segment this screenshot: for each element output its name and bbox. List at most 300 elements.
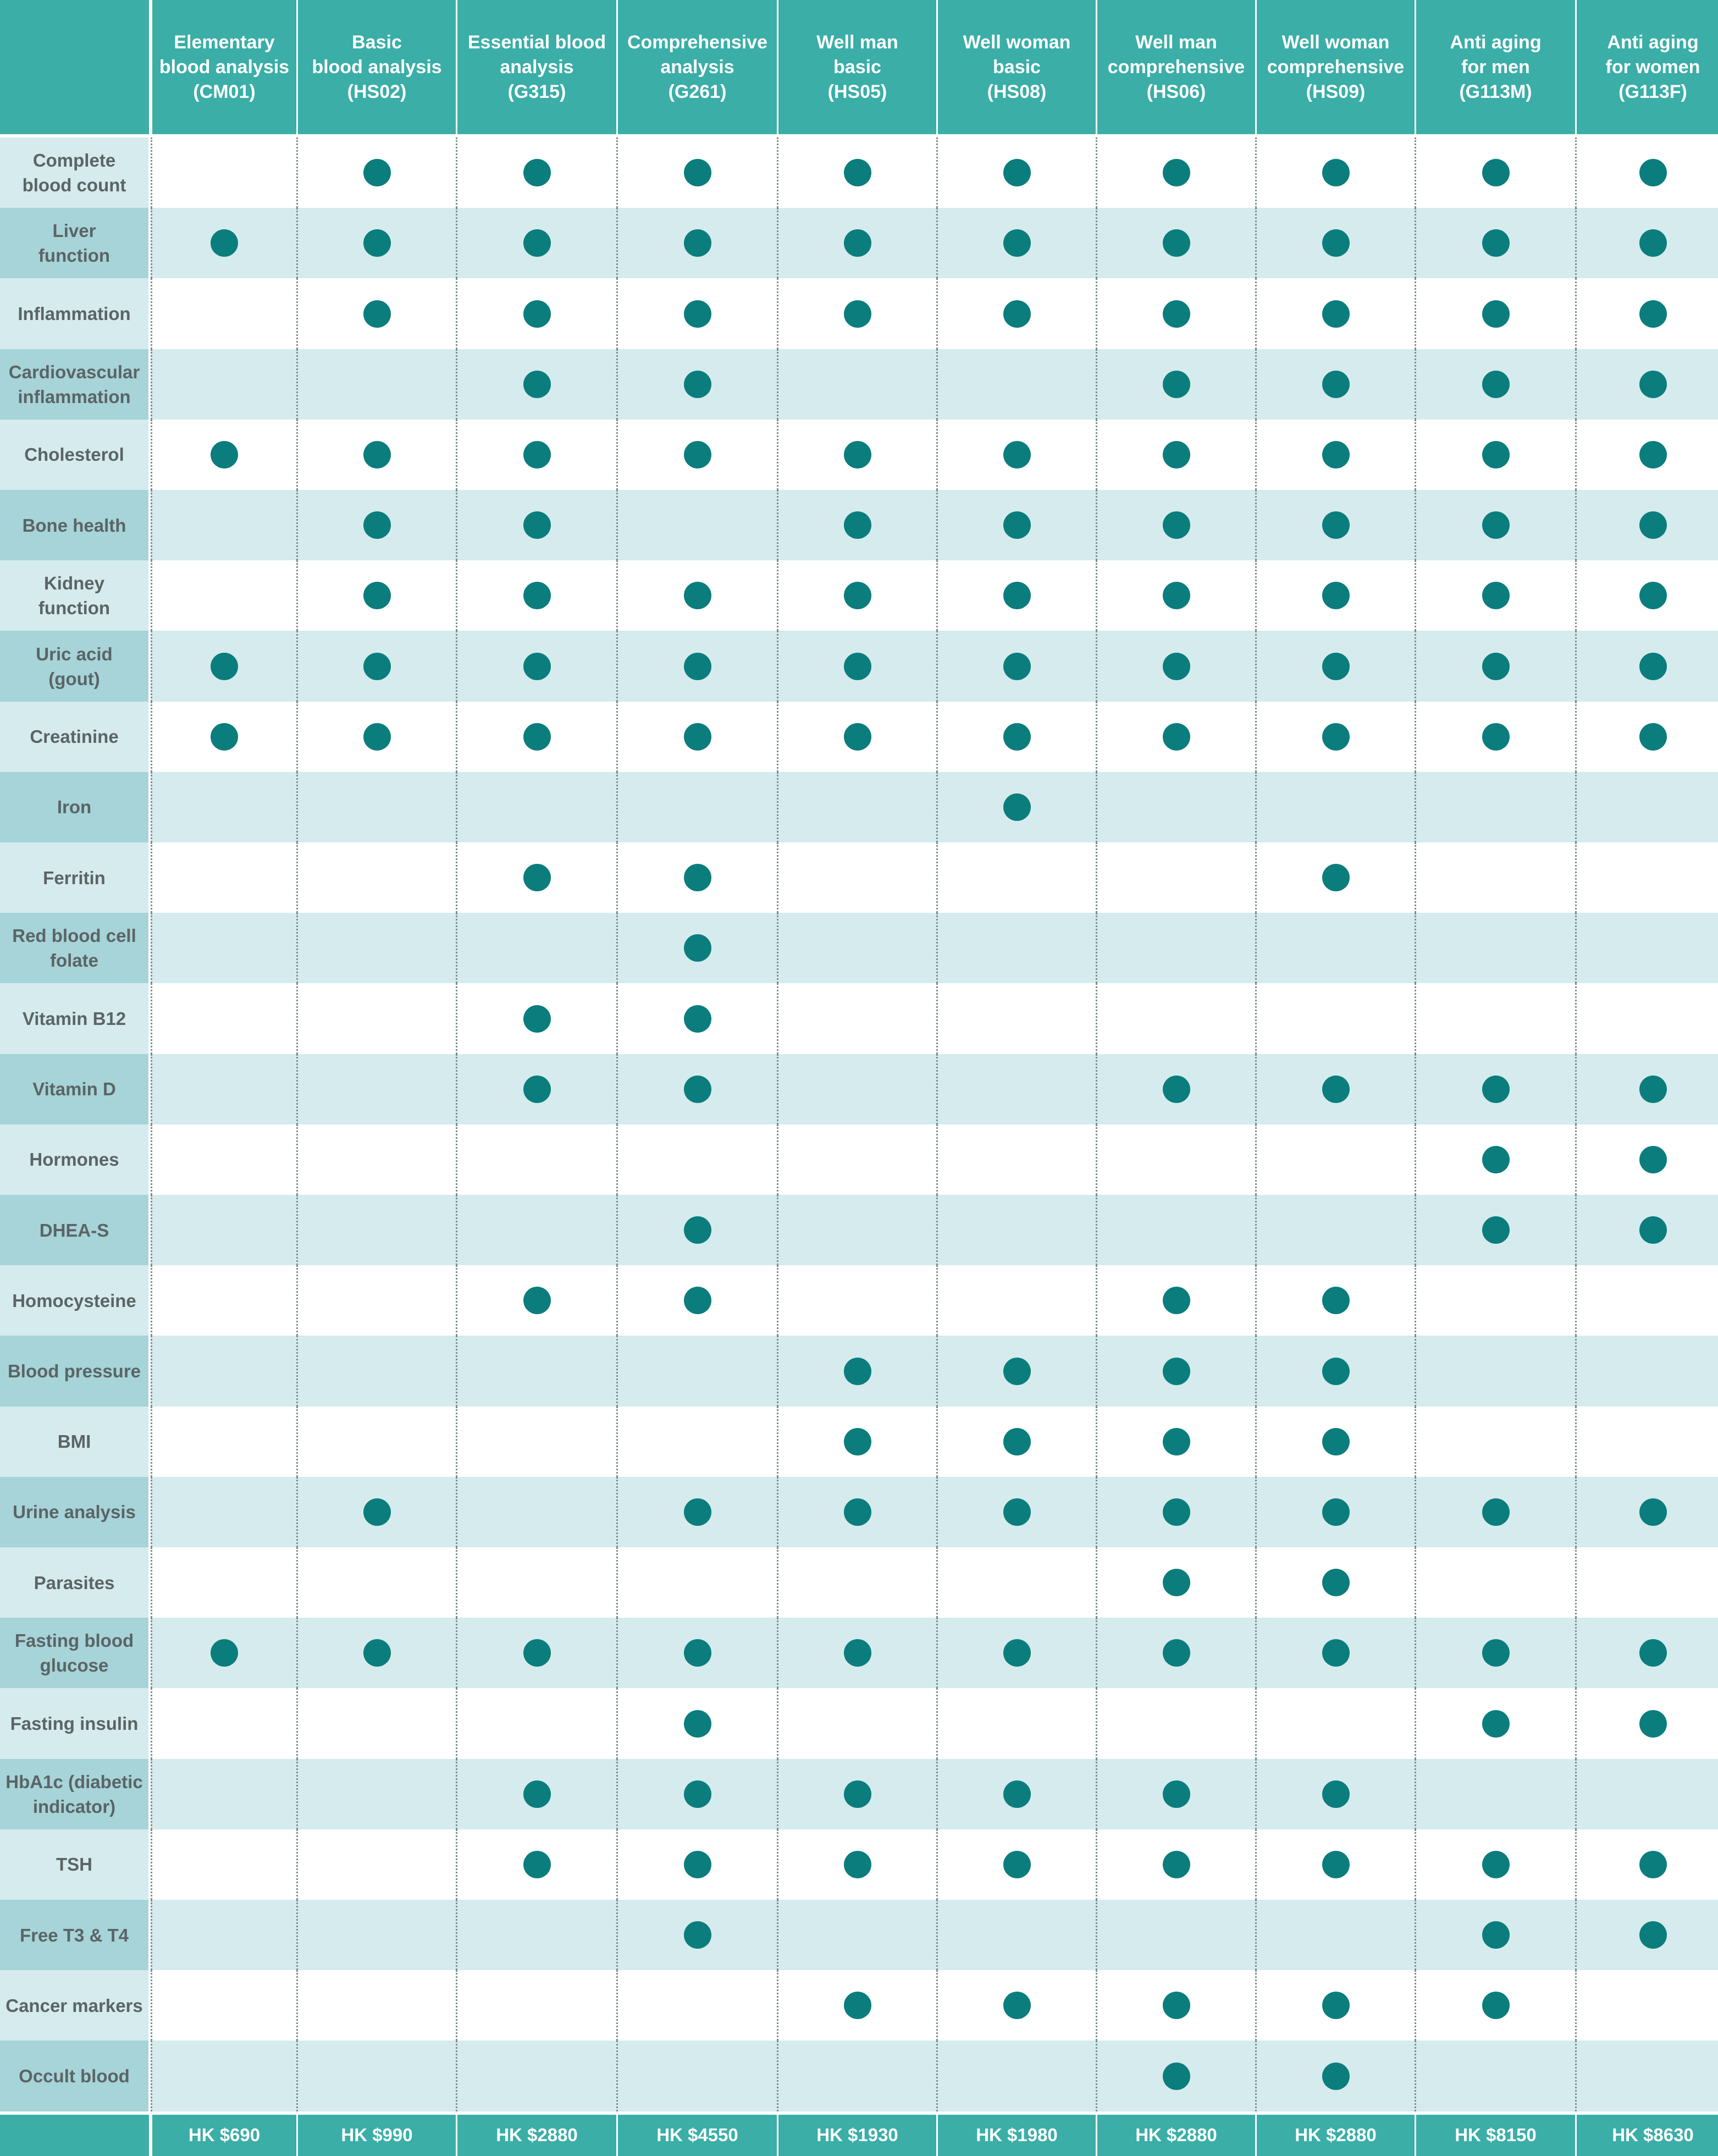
inclusion-cell [936, 1547, 1096, 1618]
test-label: Urine analysis [0, 1477, 151, 1547]
inclusion-cell [456, 1618, 616, 1688]
inclusion-cell [151, 1054, 296, 1124]
inclusion-cell [777, 420, 936, 490]
inclusion-cell [1096, 560, 1255, 631]
included-dot-icon [844, 1358, 871, 1385]
inclusion-cell [616, 1618, 777, 1688]
inclusion-cell [151, 983, 296, 1054]
inclusion-cell [936, 983, 1096, 1054]
inclusion-cell [1096, 1547, 1255, 1618]
inclusion-cell [296, 1900, 456, 1970]
included-dot-icon [1163, 1992, 1190, 2019]
included-dot-icon [844, 1639, 871, 1667]
inclusion-cell [151, 490, 296, 560]
inclusion-cell [777, 702, 936, 772]
inclusion-cell [936, 702, 1096, 772]
inclusion-cell [1415, 702, 1575, 772]
inclusion-cell [1096, 1195, 1255, 1265]
included-dot-icon [684, 934, 711, 962]
included-dot-icon [1322, 1639, 1350, 1667]
inclusion-cell [1096, 1054, 1255, 1124]
included-dot-icon [1482, 1710, 1510, 1738]
included-dot-icon [1482, 723, 1510, 751]
inclusion-cell [1096, 1336, 1255, 1406]
inclusion-cell [151, 1265, 296, 1336]
inclusion-cell [296, 913, 456, 983]
inclusion-cell [1096, 1477, 1255, 1547]
test-label: Vitamin B12 [0, 983, 151, 1054]
inclusion-cell [1096, 1900, 1255, 1970]
inclusion-cell [1575, 2041, 1718, 2111]
included-dot-icon [684, 1921, 711, 1949]
inclusion-cell [777, 1477, 936, 1547]
included-dot-icon [523, 1780, 551, 1808]
included-dot-icon [1482, 371, 1510, 398]
included-dot-icon [1482, 1076, 1510, 1103]
included-dot-icon [523, 653, 551, 680]
inclusion-cell [936, 137, 1096, 208]
test-label: Fasting insulin [0, 1688, 151, 1758]
included-dot-icon [684, 653, 711, 680]
inclusion-cell [616, 772, 777, 842]
included-dot-icon [363, 159, 391, 186]
inclusion-cell [151, 1124, 296, 1195]
inclusion-cell [1575, 1407, 1718, 1477]
inclusion-cell [456, 702, 616, 772]
inclusion-cell [1415, 1829, 1575, 1900]
included-dot-icon [684, 1287, 711, 1314]
included-dot-icon [211, 1639, 238, 1667]
inclusion-cell [456, 1759, 616, 1829]
inclusion-cell [456, 137, 616, 208]
inclusion-cell [151, 1618, 296, 1688]
inclusion-cell [936, 1054, 1096, 1124]
included-dot-icon [1003, 1498, 1031, 1526]
inclusion-cell [1255, 2041, 1415, 2111]
inclusion-cell [936, 2041, 1096, 2111]
inclusion-cell [296, 772, 456, 842]
test-label: BMI [0, 1407, 151, 1477]
inclusion-cell [296, 560, 456, 631]
inclusion-cell [1415, 1054, 1575, 1124]
package-header: Well woman comprehensive (HS09) [1255, 0, 1415, 137]
included-dot-icon [523, 511, 551, 539]
included-dot-icon [363, 582, 391, 609]
inclusion-cell [1255, 1124, 1415, 1195]
included-dot-icon [1003, 511, 1031, 539]
included-dot-icon [1003, 441, 1031, 468]
inclusion-cell [616, 913, 777, 983]
included-dot-icon [1322, 1780, 1350, 1808]
inclusion-cell [456, 420, 616, 490]
included-dot-icon [1639, 1498, 1667, 1526]
included-dot-icon [1639, 441, 1667, 468]
inclusion-cell [296, 1688, 456, 1758]
package-price: HK $1930 [777, 2111, 936, 2156]
inclusion-cell [456, 490, 616, 560]
included-dot-icon [523, 229, 551, 257]
included-dot-icon [1163, 1428, 1190, 1455]
included-dot-icon [523, 441, 551, 468]
package-price: HK $2880 [1255, 2111, 1415, 2156]
inclusion-cell [456, 1900, 616, 1970]
included-dot-icon [844, 1992, 871, 2019]
inclusion-cell [1415, 560, 1575, 631]
inclusion-cell [1255, 702, 1415, 772]
inclusion-cell [616, 560, 777, 631]
included-dot-icon [684, 1498, 711, 1526]
included-dot-icon [1639, 1851, 1667, 1878]
inclusion-cell [1415, 490, 1575, 560]
inclusion-cell [1575, 1547, 1718, 1618]
inclusion-cell [296, 1970, 456, 2041]
package-price: HK $1980 [936, 2111, 1096, 2156]
included-dot-icon [523, 1005, 551, 1033]
test-label: Cancer markers [0, 1970, 151, 2041]
included-dot-icon [1639, 1921, 1667, 1949]
test-label: Complete blood count [0, 137, 151, 208]
inclusion-cell [936, 349, 1096, 420]
inclusion-cell [1096, 631, 1255, 701]
inclusion-cell [151, 1195, 296, 1265]
inclusion-cell [1255, 1336, 1415, 1406]
inclusion-cell [936, 842, 1096, 913]
package-price: HK $8630 [1575, 2111, 1718, 2156]
inclusion-cell [1575, 1688, 1718, 1758]
inclusion-cell [1575, 490, 1718, 560]
inclusion-cell [151, 1407, 296, 1477]
inclusion-cell [1415, 1336, 1575, 1406]
included-dot-icon [1322, 1428, 1350, 1455]
inclusion-cell [616, 420, 777, 490]
included-dot-icon [523, 300, 551, 328]
inclusion-cell [1415, 1759, 1575, 1829]
inclusion-cell [296, 1618, 456, 1688]
inclusion-cell [296, 983, 456, 1054]
included-dot-icon [1003, 1992, 1031, 2019]
inclusion-cell [1096, 1124, 1255, 1195]
test-label: Liver function [0, 208, 151, 278]
inclusion-cell [1575, 1618, 1718, 1688]
inclusion-cell [296, 278, 456, 349]
included-dot-icon [844, 723, 871, 751]
test-label: Ferritin [0, 842, 151, 913]
package-header: Comprehensive analysis (G261) [616, 0, 777, 137]
inclusion-cell [936, 1900, 1096, 1970]
inclusion-cell [1255, 1477, 1415, 1547]
inclusion-cell [151, 420, 296, 490]
included-dot-icon [1322, 441, 1350, 468]
included-dot-icon [1163, 229, 1190, 257]
inclusion-cell [777, 1265, 936, 1336]
inclusion-cell [1575, 137, 1718, 208]
inclusion-cell [777, 1618, 936, 1688]
inclusion-cell [151, 560, 296, 631]
included-dot-icon [1003, 1851, 1031, 1878]
inclusion-cell [616, 208, 777, 278]
included-dot-icon [1163, 1851, 1190, 1878]
included-dot-icon [1322, 723, 1350, 751]
inclusion-cell [1575, 420, 1718, 490]
inclusion-cell [296, 1336, 456, 1406]
included-dot-icon [1322, 1569, 1350, 1596]
inclusion-cell [936, 1970, 1096, 2041]
included-dot-icon [844, 1780, 871, 1808]
inclusion-cell [1575, 1265, 1718, 1336]
inclusion-cell [616, 842, 777, 913]
included-dot-icon [844, 1851, 871, 1878]
package-header: Elementary blood analysis (CM01) [151, 0, 296, 137]
included-dot-icon [1639, 1146, 1667, 1173]
included-dot-icon [1639, 723, 1667, 751]
included-dot-icon [363, 653, 391, 680]
included-dot-icon [1322, 229, 1350, 257]
inclusion-cell [456, 1970, 616, 2041]
inclusion-cell [1096, 1759, 1255, 1829]
included-dot-icon [1163, 1358, 1190, 1385]
included-dot-icon [1639, 371, 1667, 398]
inclusion-cell [777, 1124, 936, 1195]
included-dot-icon [1482, 1146, 1510, 1173]
inclusion-cell [1415, 1477, 1575, 1547]
included-dot-icon [1322, 1992, 1350, 2019]
inclusion-cell [777, 490, 936, 560]
inclusion-cell [936, 1336, 1096, 1406]
inclusion-cell [296, 137, 456, 208]
included-dot-icon [684, 1780, 711, 1808]
inclusion-cell [456, 1124, 616, 1195]
included-dot-icon [1639, 511, 1667, 539]
included-dot-icon [211, 723, 238, 751]
included-dot-icon [1322, 1358, 1350, 1385]
inclusion-cell [936, 490, 1096, 560]
header-corner [0, 0, 151, 137]
package-price: HK $2880 [1096, 2111, 1255, 2156]
inclusion-cell [1415, 1195, 1575, 1265]
included-dot-icon [1163, 653, 1190, 680]
inclusion-cell [616, 1547, 777, 1618]
package-header: Well woman basic (HS08) [936, 0, 1096, 137]
inclusion-cell [456, 1477, 616, 1547]
inclusion-cell [936, 1759, 1096, 1829]
included-dot-icon [1163, 582, 1190, 609]
inclusion-cell [1255, 1759, 1415, 1829]
inclusion-cell [1575, 913, 1718, 983]
included-dot-icon [363, 300, 391, 328]
included-dot-icon [1482, 511, 1510, 539]
inclusion-cell [151, 349, 296, 420]
inclusion-cell [1096, 1688, 1255, 1758]
inclusion-cell [1575, 772, 1718, 842]
inclusion-cell [1415, 1900, 1575, 1970]
included-dot-icon [684, 371, 711, 398]
inclusion-cell [616, 2041, 777, 2111]
included-dot-icon [523, 1076, 551, 1103]
inclusion-cell [777, 983, 936, 1054]
included-dot-icon [1639, 300, 1667, 328]
inclusion-cell [151, 913, 296, 983]
inclusion-cell [1255, 631, 1415, 701]
inclusion-cell [1575, 702, 1718, 772]
test-label: Bone health [0, 490, 151, 560]
inclusion-cell [1255, 1195, 1415, 1265]
included-dot-icon [1163, 1780, 1190, 1808]
inclusion-cell [151, 631, 296, 701]
inclusion-cell [1415, 1618, 1575, 1688]
inclusion-cell [1575, 278, 1718, 349]
inclusion-cell [1575, 1759, 1718, 1829]
included-dot-icon [1639, 582, 1667, 609]
inclusion-cell [1096, 1829, 1255, 1900]
inclusion-cell [1255, 420, 1415, 490]
inclusion-cell [616, 490, 777, 560]
included-dot-icon [684, 159, 711, 186]
price-corner [0, 2111, 151, 2156]
package-header: Anti aging for men (G113M) [1415, 0, 1575, 137]
included-dot-icon [1639, 1710, 1667, 1738]
inclusion-cell [1096, 983, 1255, 1054]
included-dot-icon [684, 864, 711, 891]
included-dot-icon [1322, 1851, 1350, 1878]
inclusion-cell [456, 1054, 616, 1124]
included-dot-icon [1163, 159, 1190, 186]
inclusion-cell [1575, 1970, 1718, 2041]
inclusion-cell [1575, 1477, 1718, 1547]
included-dot-icon [1003, 1428, 1031, 1455]
included-dot-icon [844, 1498, 871, 1526]
included-dot-icon [684, 1005, 711, 1033]
test-label: Blood pressure [0, 1336, 151, 1406]
included-dot-icon [1003, 1780, 1031, 1808]
included-dot-icon [1639, 653, 1667, 680]
test-label: Occult blood [0, 2041, 151, 2111]
inclusion-cell [1096, 278, 1255, 349]
included-dot-icon [363, 229, 391, 257]
inclusion-cell [456, 631, 616, 701]
included-dot-icon [844, 511, 871, 539]
inclusion-cell [151, 1336, 296, 1406]
inclusion-cell [936, 1407, 1096, 1477]
inclusion-cell [616, 1265, 777, 1336]
package-header: Well man comprehensive (HS06) [1096, 0, 1255, 137]
inclusion-cell [616, 1407, 777, 1477]
inclusion-cell [456, 1547, 616, 1618]
inclusion-cell [151, 278, 296, 349]
included-dot-icon [684, 723, 711, 751]
included-dot-icon [844, 159, 871, 186]
included-dot-icon [1639, 1639, 1667, 1667]
package-price: HK $990 [296, 2111, 456, 2156]
inclusion-cell [1255, 278, 1415, 349]
inclusion-cell [777, 1970, 936, 2041]
inclusion-cell [1255, 1547, 1415, 1618]
inclusion-cell [1255, 1829, 1415, 1900]
inclusion-cell [1415, 137, 1575, 208]
inclusion-cell [151, 1900, 296, 1970]
included-dot-icon [1322, 1498, 1350, 1526]
test-label: Parasites [0, 1547, 151, 1618]
inclusion-cell [296, 702, 456, 772]
inclusion-cell [1255, 772, 1415, 842]
inclusion-cell [936, 631, 1096, 701]
inclusion-cell [777, 772, 936, 842]
inclusion-cell [151, 1759, 296, 1829]
inclusion-cell [296, 349, 456, 420]
inclusion-cell [1415, 420, 1575, 490]
included-dot-icon [1163, 1076, 1190, 1103]
inclusion-cell [151, 137, 296, 208]
test-label: DHEA-S [0, 1195, 151, 1265]
included-dot-icon [1322, 2063, 1350, 2090]
inclusion-cell [777, 631, 936, 701]
inclusion-cell [1255, 913, 1415, 983]
included-dot-icon [684, 582, 711, 609]
package-header: Basic blood analysis (HS02) [296, 0, 456, 137]
included-dot-icon [1322, 653, 1350, 680]
included-dot-icon [684, 1076, 711, 1103]
inclusion-cell [616, 1688, 777, 1758]
included-dot-icon [1322, 1076, 1350, 1103]
included-dot-icon [363, 1498, 391, 1526]
included-dot-icon [684, 300, 711, 328]
inclusion-cell [936, 1618, 1096, 1688]
test-label: Cardiovascular inflammation [0, 349, 151, 420]
inclusion-cell [777, 208, 936, 278]
included-dot-icon [1639, 229, 1667, 257]
inclusion-cell [296, 208, 456, 278]
inclusion-cell [456, 2041, 616, 2111]
included-dot-icon [1482, 1216, 1510, 1244]
inclusion-cell [456, 1829, 616, 1900]
inclusion-cell [777, 1829, 936, 1900]
included-dot-icon [1482, 300, 1510, 328]
inclusion-cell [1096, 349, 1255, 420]
test-label: HbA1c (diabetic indicator) [0, 1759, 151, 1829]
inclusion-cell [1575, 1829, 1718, 1900]
inclusion-cell [1255, 208, 1415, 278]
test-label: Hormones [0, 1124, 151, 1195]
included-dot-icon [1003, 229, 1031, 257]
included-dot-icon [1003, 1639, 1031, 1667]
inclusion-cell [616, 1195, 777, 1265]
included-dot-icon [211, 653, 238, 680]
included-dot-icon [363, 723, 391, 751]
test-label: Kidney function [0, 560, 151, 631]
inclusion-cell [1096, 913, 1255, 983]
inclusion-cell [151, 1970, 296, 2041]
inclusion-cell [1255, 842, 1415, 913]
inclusion-cell [1575, 1124, 1718, 1195]
included-dot-icon [1003, 300, 1031, 328]
inclusion-cell [1255, 1900, 1415, 1970]
inclusion-cell [1096, 2041, 1255, 2111]
inclusion-cell [777, 1900, 936, 1970]
inclusion-cell [936, 1477, 1096, 1547]
inclusion-cell [1415, 631, 1575, 701]
included-dot-icon [1163, 1639, 1190, 1667]
inclusion-cell [777, 349, 936, 420]
included-dot-icon [1482, 229, 1510, 257]
included-dot-icon [1482, 441, 1510, 468]
test-label: Inflammation [0, 278, 151, 349]
included-dot-icon [1322, 371, 1350, 398]
included-dot-icon [684, 1216, 711, 1244]
inclusion-cell [151, 772, 296, 842]
included-dot-icon [844, 300, 871, 328]
included-dot-icon [1163, 511, 1190, 539]
included-dot-icon [211, 229, 238, 257]
package-price: HK $2880 [456, 2111, 616, 2156]
